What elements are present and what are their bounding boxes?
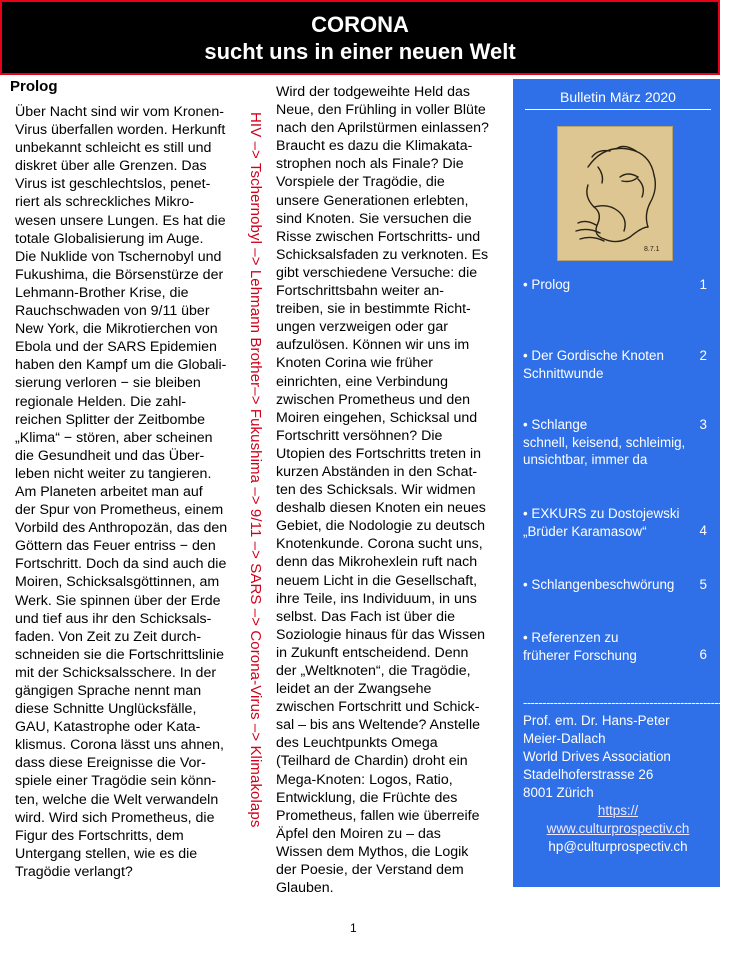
author-sketch-image	[557, 126, 673, 261]
title-line-1: CORONA	[311, 12, 409, 37]
toc-label: • Der Gordische Knoten Schnittwunde	[523, 348, 664, 381]
body-column-2: Wird der todgeweihte Held das Neue, den Frühling in voller Blüte nach den Aprilstürmen einlassen? Braucht es dazu die Klimakata- strophen noch als Finale? Die Vorspiele der Tragödie, die unsere Generationen erlebten, sind Knoten. Sie versuchen die Risse zwischen Fortschritts- und Schicksalsfaden zu verknoten. Es gibt verschiedene Versuche: die Fortschrittsbahn weiter an- treiben, sie in bestimmte Richt- ungen verzweigen oder gar aufzulösen. Können wir uns im Knoten Corina wie früher einrichten, eine Verbindung zwischen Prometheus und den Moiren eingehen, Schicksal und Fortschritt versöhnen? Die Utopien des Fortschritts treten in kurzen Abständen in den Schat- ten des Schicksals. Wir widmen deshalb diesen Knoten ein neues Gebiet, die Nodologie zu deutsch Knotenkunde. Corona sucht uns, denn das Mikrohexlein ruft nach neuem Licht in die Gesellschaft, ihre Teile, ins Individuum, in uns selbst. Das Fach ist über die Soziologie hinaus für das Wissen in Zukunft entscheidend. Denn der „Weltknoten“, die Tragödie, leidet an der Zwangsehe zwischen Fortschritt und Schick- sal – bis ans Weltende? Anstelle des Leuchtpunkts Omega (Teilhard de Chardin) droht ein Mega-Knoten: Logos, Ratio, Entwicklung, die Früchte des Prometheus, fallen wie überreife Äpfel den Moiren zu – das Wissen dem Mythos, die Logik der Poesie, der Verstand dem Glauben.	[276, 84, 489, 897]
street: Stadelhoferstrasse 26	[523, 767, 654, 782]
vertical-timeline	[238, 112, 272, 868]
city: 8001 Zürich	[523, 785, 594, 800]
author-name-line-2: Meier-Dallach	[523, 731, 606, 746]
vertical-timeline-text: HIV –> Tschernobyl –> Lehmann Brother–> Fukushima –> 9/11 –> SARS –> Corona-Virus –> Klimakolaps	[247, 112, 264, 828]
toc-label: • Referenzen zu früherer Forschung	[523, 630, 637, 663]
author-name-line-1: Prof. em. Dr. Hans-Peter	[523, 713, 670, 728]
organization: World Drives Association	[523, 749, 671, 764]
page-number: 1	[350, 921, 357, 935]
title-line-2: sucht uns in einer neuen Welt	[204, 39, 516, 64]
toc-item-2[interactable]	[523, 347, 711, 382]
section-heading-prolog: Prolog	[10, 78, 58, 95]
toc-item-5[interactable]	[523, 576, 711, 594]
author-address	[523, 712, 713, 856]
toc-label: • Prolog	[523, 277, 571, 292]
toc-label: • EXKURS zu Dostojewski „Brüder Karamasow“	[523, 506, 680, 539]
toc-page-number: 1	[699, 277, 707, 292]
website-link-line-2[interactable]: www.culturprospectiv.ch	[546, 821, 690, 836]
body-column-1: Über Nacht sind wir vom Kronen- Virus überfallen worden. Herkunft unbekannt schleicht es still und diskret über alle Grenzen. Das Virus ist geschlechtslos, penet- riert als schreckliches Mikro- wesen unsere Lungen. Es hat die totale Globalisierung im Auge. Die Nuklide von Tschernobyl und Fukushima, die Börsenstürze der Lehmann-Brother Krise, die Rauchschwaden von 9/11 über New York, die Mikrotierchen von Ebola und der SARS Epidemien haben den Kampf um die Globali- sierung verloren − sie bleiben regionale Helden. Die zahl- reichen Splitter der Zeitbombe „Klima“ − stören, aber scheinen die Gesundheit und das Über- leben nicht weiter zu tangieren. Am Planeten arbeitet man auf der Spur von Prometheus, einem Vorbild des Anthropozän, das den Göttern das Feuer entriss − den Fortschritt. Doch da sind auch die Moiren, Schicksalsgöttinnen, am Werk. Sie spinnen über der Erde und tief aus ihr den Schicksals- faden. Von Zeit zu Zeit durch- schneiden sie die Fortschrittslinie mit der Schicksalsschere. In der gängigen Sprache nennt man diese Schnitte Unglücksfälle, GAU, Katastrophe oder Kata- klismus. Corona lässt uns ahnen, dass diese Ereignisse die Vor- spiele einer Tragödie sein könn- ten, welche die Welt verwandeln wird. Wird sich Prometheus, die Figur des Fortschritts, dem Untergang stellen, wie es die Tragödie verlangt?	[15, 104, 228, 880]
toc-page-number: 5	[699, 577, 707, 592]
toc-item-3[interactable]	[523, 416, 711, 469]
toc-page-number: 6	[699, 647, 707, 662]
toc-item-1[interactable]	[523, 276, 711, 294]
svg-text:8.7.1: 8.7.1	[644, 246, 660, 253]
email-address[interactable]: hp@culturprospectiv.ch	[548, 839, 688, 854]
title-banner	[0, 0, 720, 75]
toc-item-6[interactable]	[523, 629, 711, 664]
toc-page-number: 2	[699, 348, 707, 363]
toc-label: • Schlange schnell, keisend, schleimig, unsichtbar, immer da	[523, 417, 686, 467]
sketch-drawing-icon	[558, 127, 672, 260]
toc-item-4[interactable]	[523, 505, 711, 540]
website-link-line-1[interactable]: https://	[597, 803, 639, 818]
sidebar	[513, 79, 741, 887]
bulletin-title: Bulletin März 2020	[525, 89, 711, 110]
toc-page-number: 3	[699, 417, 707, 432]
toc-page-number: 4	[699, 523, 707, 538]
toc-label: • Schlangenbeschwörung	[523, 577, 675, 592]
separator-line: ---------------------------------------------------------	[523, 695, 741, 710]
